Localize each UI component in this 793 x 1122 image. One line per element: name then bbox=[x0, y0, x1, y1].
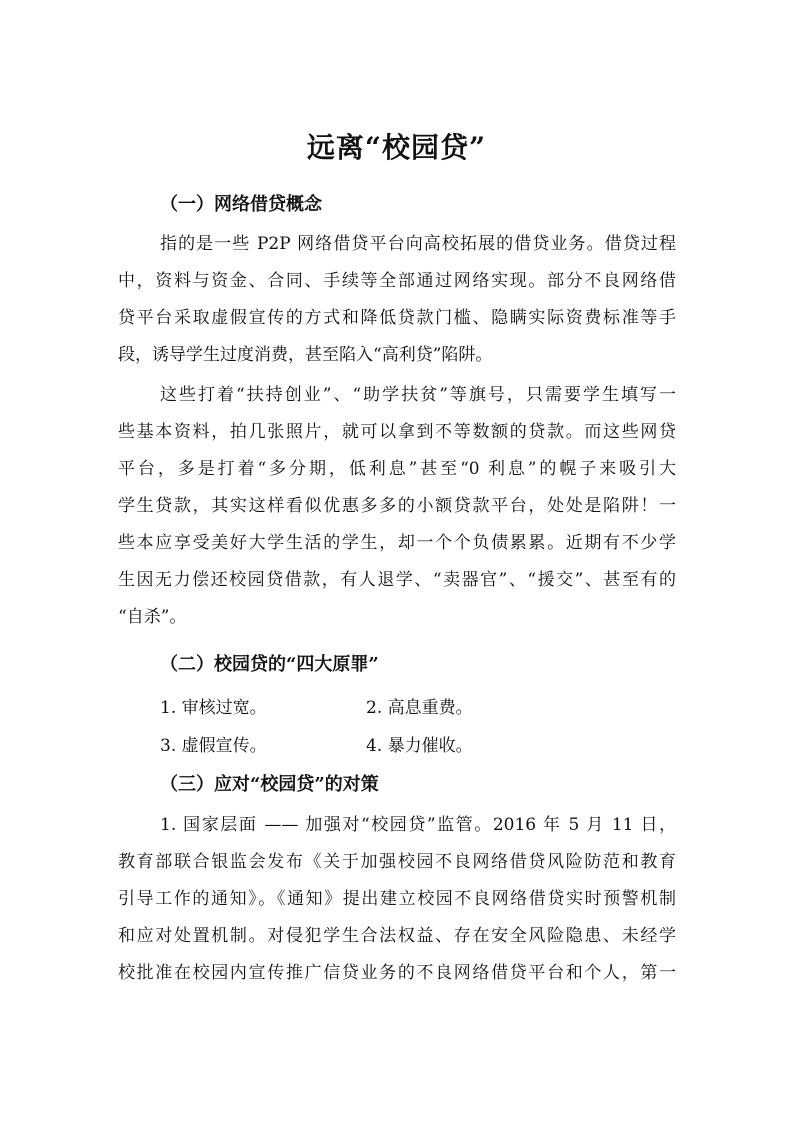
paragraph-line: 中，资料与资金、合同、手续等全部通过网络实现。部分不良网络借 bbox=[118, 271, 676, 291]
list-item: 4. 暴力催收。 bbox=[366, 736, 473, 756]
paragraph-line: 校批准在校园内宣传推广信贷业务的不良网络借贷平台和个人，第一 bbox=[118, 963, 676, 983]
paragraph-line: 贷平台采取虚假宣传的方式和降低贷款门槛、隐瞒实际资费标准等手 bbox=[118, 308, 676, 328]
paragraph-line: 段，诱导学生过度消费，甚至陷入“高利贷”陷阱。 bbox=[118, 345, 493, 365]
paragraph-line: 平台，多是打着“多分期，低利息”甚至“0 利息”的幌子来吸引大 bbox=[118, 459, 676, 479]
paragraph-line: 引导工作的通知》。《通知》提出建立校园不良网络借贷实时预警机制 bbox=[118, 889, 676, 909]
paragraph-line: “自杀”。 bbox=[118, 607, 187, 627]
paragraph-line: 些本应享受美好大学生活的学生，却一个个负债累累。近期有不少学 bbox=[118, 533, 676, 553]
paragraph-line: 1. 国家层面 —— 加强对“校园贷”监管。2016 年 5 月 11 日， bbox=[160, 815, 676, 835]
section-heading-four-sins: （二）校园贷的“四大原罪” bbox=[160, 654, 379, 675]
page-title: 远离“校园贷” bbox=[306, 131, 487, 164]
paragraph-line: 学生贷款，其实这样看似优惠多多的小额贷款平台，处处是陷阱！一 bbox=[118, 496, 676, 516]
list-item: 3. 虚假宣传。 bbox=[160, 736, 267, 756]
paragraph-line: 和应对处置机制。对侵犯学生合法权益、存在安全风险隐患、未经学 bbox=[118, 926, 676, 946]
paragraph-line: 生因无力偿还校园贷借款，有人退学、“卖器官”、“援交”、甚至有的 bbox=[118, 570, 676, 590]
section-heading-countermeasures: （三）应对“校园贷”的对策 bbox=[160, 774, 379, 795]
paragraph-line: 这些打着“扶持创业”、“助学扶贫”等旗号，只需要学生填写一 bbox=[160, 385, 676, 405]
paragraph-line: 指的是一些 P2P 网络借贷平台向高校拓展的借贷业务。借贷过程 bbox=[160, 234, 676, 254]
list-item: 1. 审核过宽。 bbox=[160, 698, 267, 718]
paragraph-line: 教育部联合银监会发布《关于加强校园不良网络借贷风险防范和教育 bbox=[118, 852, 676, 872]
paragraph-line: 些基本资料，拍几张照片，就可以拿到不等数额的贷款。而这些网贷 bbox=[118, 422, 676, 442]
section-heading-concept: （一）网络借贷概念 bbox=[160, 194, 322, 215]
list-item: 2. 高息重费。 bbox=[366, 698, 473, 718]
